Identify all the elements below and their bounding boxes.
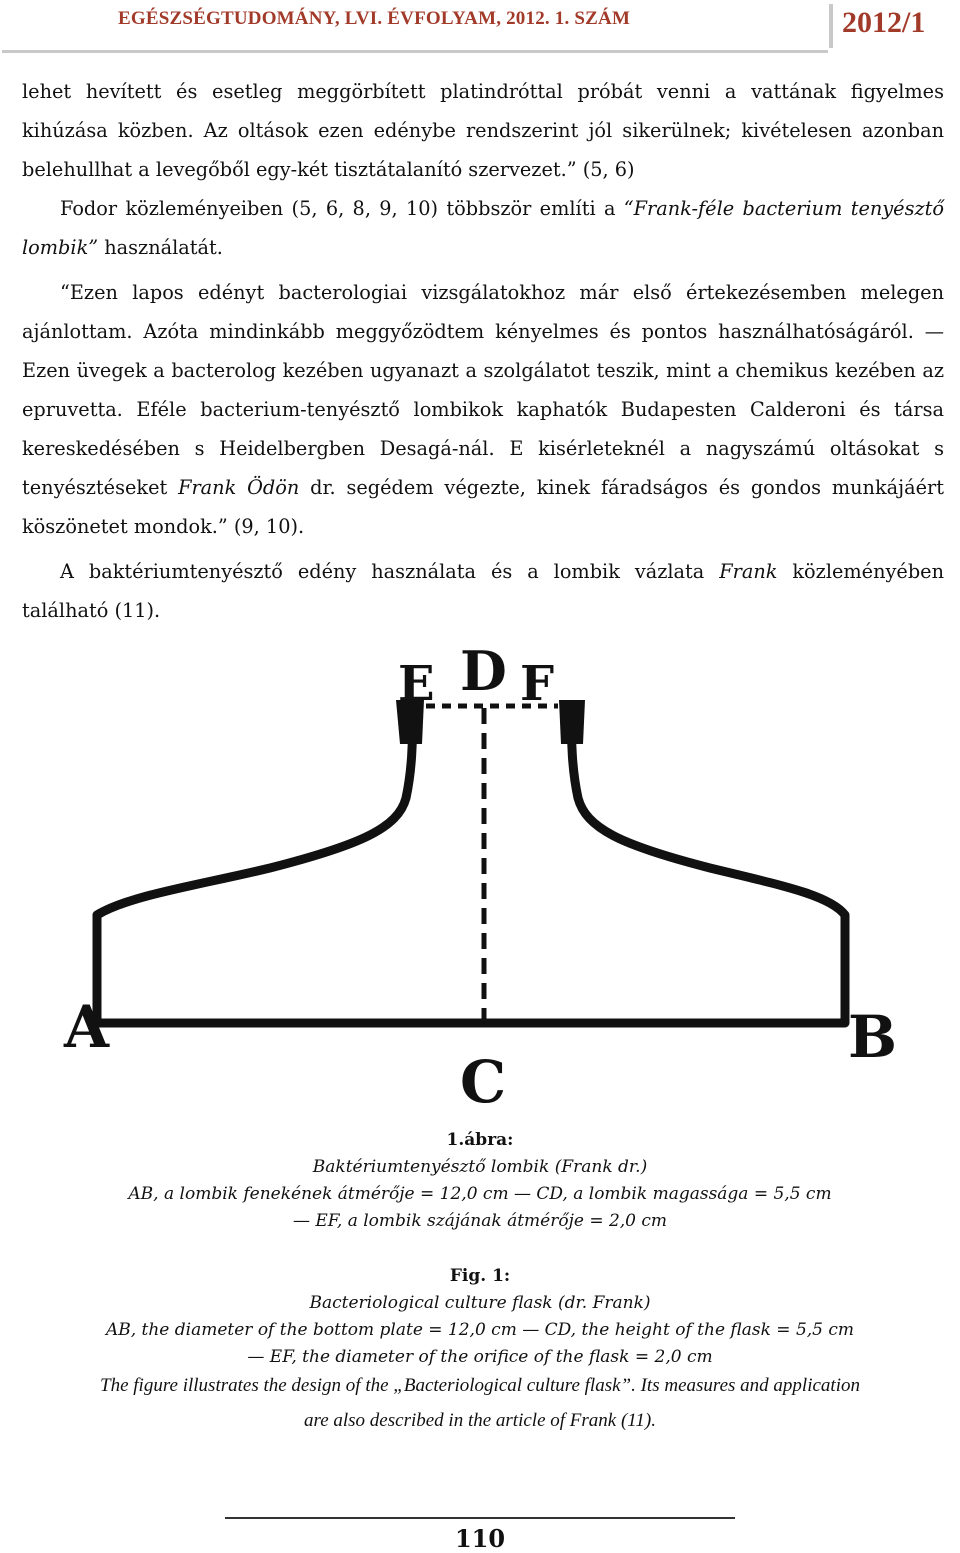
paragraph-2-text-a: Fodor közleményeiben (5, 6, 8, 9, 10) többször említi a [60, 197, 624, 220]
paragraph-1: lehet hevített és esetleg meggörbített platindróttal próbát venni a vattának figyelmes kihúzása közben. Az oltások ezen edénybe rendszerint jól sikerülnek; kivételesen azonban belehullhat a levegőből egy-két tisztátalanító szervezet.” (5, 6) [22, 80, 944, 181]
flask-figure [40, 640, 920, 1110]
label-a: A [64, 993, 110, 1061]
label-c: C [460, 1048, 507, 1110]
caption-hu-line-3: — EF, a lombik szájának átmérője = 2,0 cm [292, 1211, 668, 1231]
paragraph-4-italic: Frank [719, 560, 778, 583]
header-divider [829, 4, 833, 48]
paragraph-3-italic: Frank Ödön [178, 476, 300, 499]
flask-outline [97, 720, 845, 1023]
label-e: E [398, 656, 435, 712]
caption-hu-line-1: Baktériumtenyésztő lombik (Frank dr.) [312, 1157, 648, 1177]
flask-lip-right [559, 700, 585, 744]
caption-en-title: Fig. 1: [449, 1266, 511, 1286]
footer-rule [225, 1517, 735, 1519]
paragraph-3-text-a: “Ezen lapos edényt bacterologiai vizsgálatokhoz már első értekezésemben melegen ajánlottam. Azóta mindinkább meggyőzödtem kényelmes és pontos használhatóságáról. — Ezen üvegek a bacterolog kezében ugyanazt a szolgálatot teszik, mint a chemikus kezében az epruvetta. Eféle bacterium-tenyésztő lombikok kaphatók Budapesten Calderoni és társa kereskedésében s Heidelbergben Desagá-nál. E kisérleteknél a nagyszámú oltásokat s tenyésztéseket [22, 281, 944, 499]
header-rule [2, 50, 828, 53]
paragraph-4 [22, 552, 944, 630]
paragraph-2-text-c: használatát. [98, 236, 223, 259]
caption-en-line-1: Bacteriological culture flask (dr. Frank) [309, 1293, 651, 1313]
paragraph-3 [22, 273, 944, 546]
caption-en-line-2: AB, the diameter of the bottom plate = 12,0 cm — CD, the height of the flask = 5,5 cm [105, 1320, 855, 1340]
paragraph-4-text-a: A baktériumtenyésztő edény használata és a lombik vázlata [60, 560, 720, 583]
journal-title: EGÉSZSÉGTUDOMÁNY, LVI. ÉVFOLYAM, 2012. 1. SZÁM [118, 8, 631, 29]
label-f: F [520, 656, 555, 712]
figure-note-line-1: The figure illustrates the design of the „Bacteriological culture flask”. Its measures and application [100, 1375, 860, 1396]
article-body [22, 72, 944, 630]
page-number: 110 [454, 1524, 506, 1553]
page-header [0, 0, 960, 56]
issue-number: 2012/1 [842, 6, 926, 39]
label-d: D [460, 640, 507, 703]
caption-en-line-3: — EF, the diameter of the orifice of the flask = 2,0 cm [247, 1347, 713, 1367]
paragraph-2-italic: “Frank-féle bacterium tenyésztő lombik” [22, 197, 944, 259]
figure-note-line-2: are also described in the article of Frank (11). [304, 1410, 656, 1431]
paragraph-2 [22, 189, 944, 267]
label-b: B [848, 1003, 898, 1071]
paragraph-4-text-c: közleményében található (11). [22, 560, 944, 622]
caption-hu-title: 1.ábra: [446, 1130, 514, 1150]
caption-hu-line-2: AB, a lombik fenekének átmérője = 12,0 cm — CD, a lombik magassága = 5,5 cm [128, 1184, 832, 1204]
paragraph-3-text-c: dr. segédem végezte, kinek fáradságos és gondos munkájáért köszönetet mondok.” (9, 10). [22, 476, 945, 538]
